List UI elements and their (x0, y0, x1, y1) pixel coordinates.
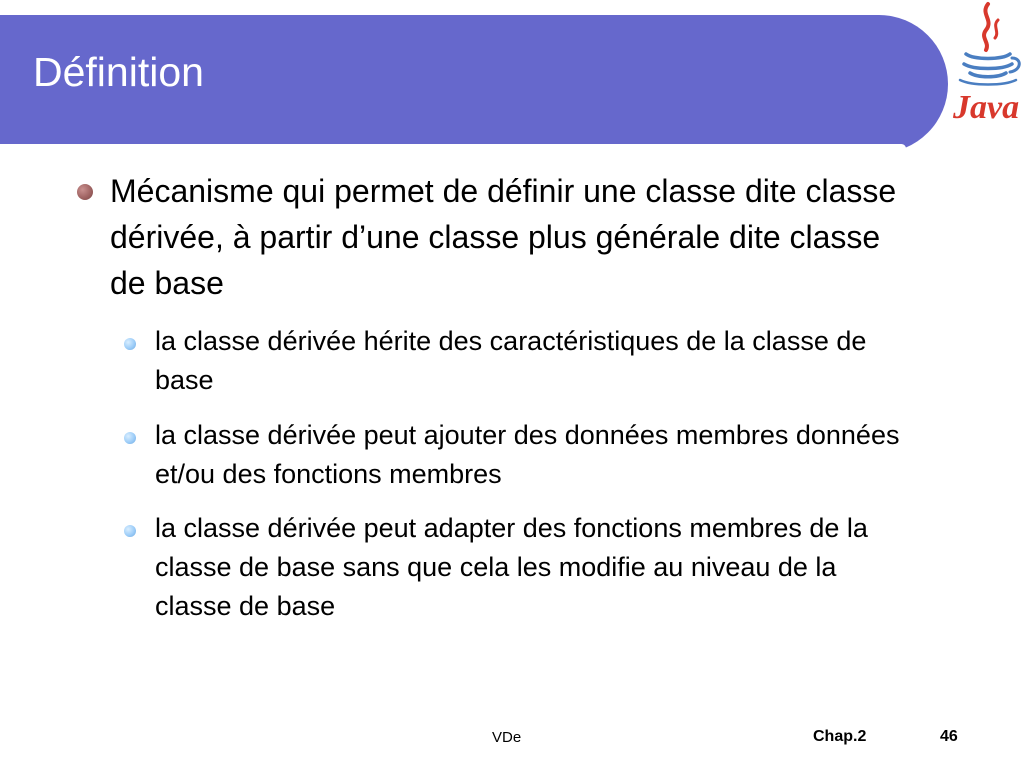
sub-bullet-dot-icon (124, 525, 136, 537)
bullet-dot-icon (77, 184, 93, 200)
bullet-level-1: Mécanisme qui permet de définir une classe dite classe dérivée, à partir d’une classe plus générale dite classe de base (110, 173, 897, 301)
sub-bullet-dot-icon (124, 432, 136, 444)
page-number: 46 (940, 728, 958, 745)
footer-author: VDe (492, 729, 522, 746)
sub-bullet-1: la classe dérivée hérite des caractéristiques de la classe de base (155, 326, 867, 395)
sub-bullet-3: la classe dérivée peut adapter des fonctions membres de la classe de base sans que cela les modifie au niveau de la classe de base (155, 513, 868, 621)
slide-title: Définition (33, 49, 204, 95)
java-wordmark: Java (953, 89, 1020, 124)
footer-chapter: Chap.2 (813, 728, 867, 745)
sub-bullet-2: la classe dérivée peut ajouter des données membres données et/ou des fonctions membres (155, 420, 900, 489)
sub-bullet-dot-icon (124, 338, 136, 350)
